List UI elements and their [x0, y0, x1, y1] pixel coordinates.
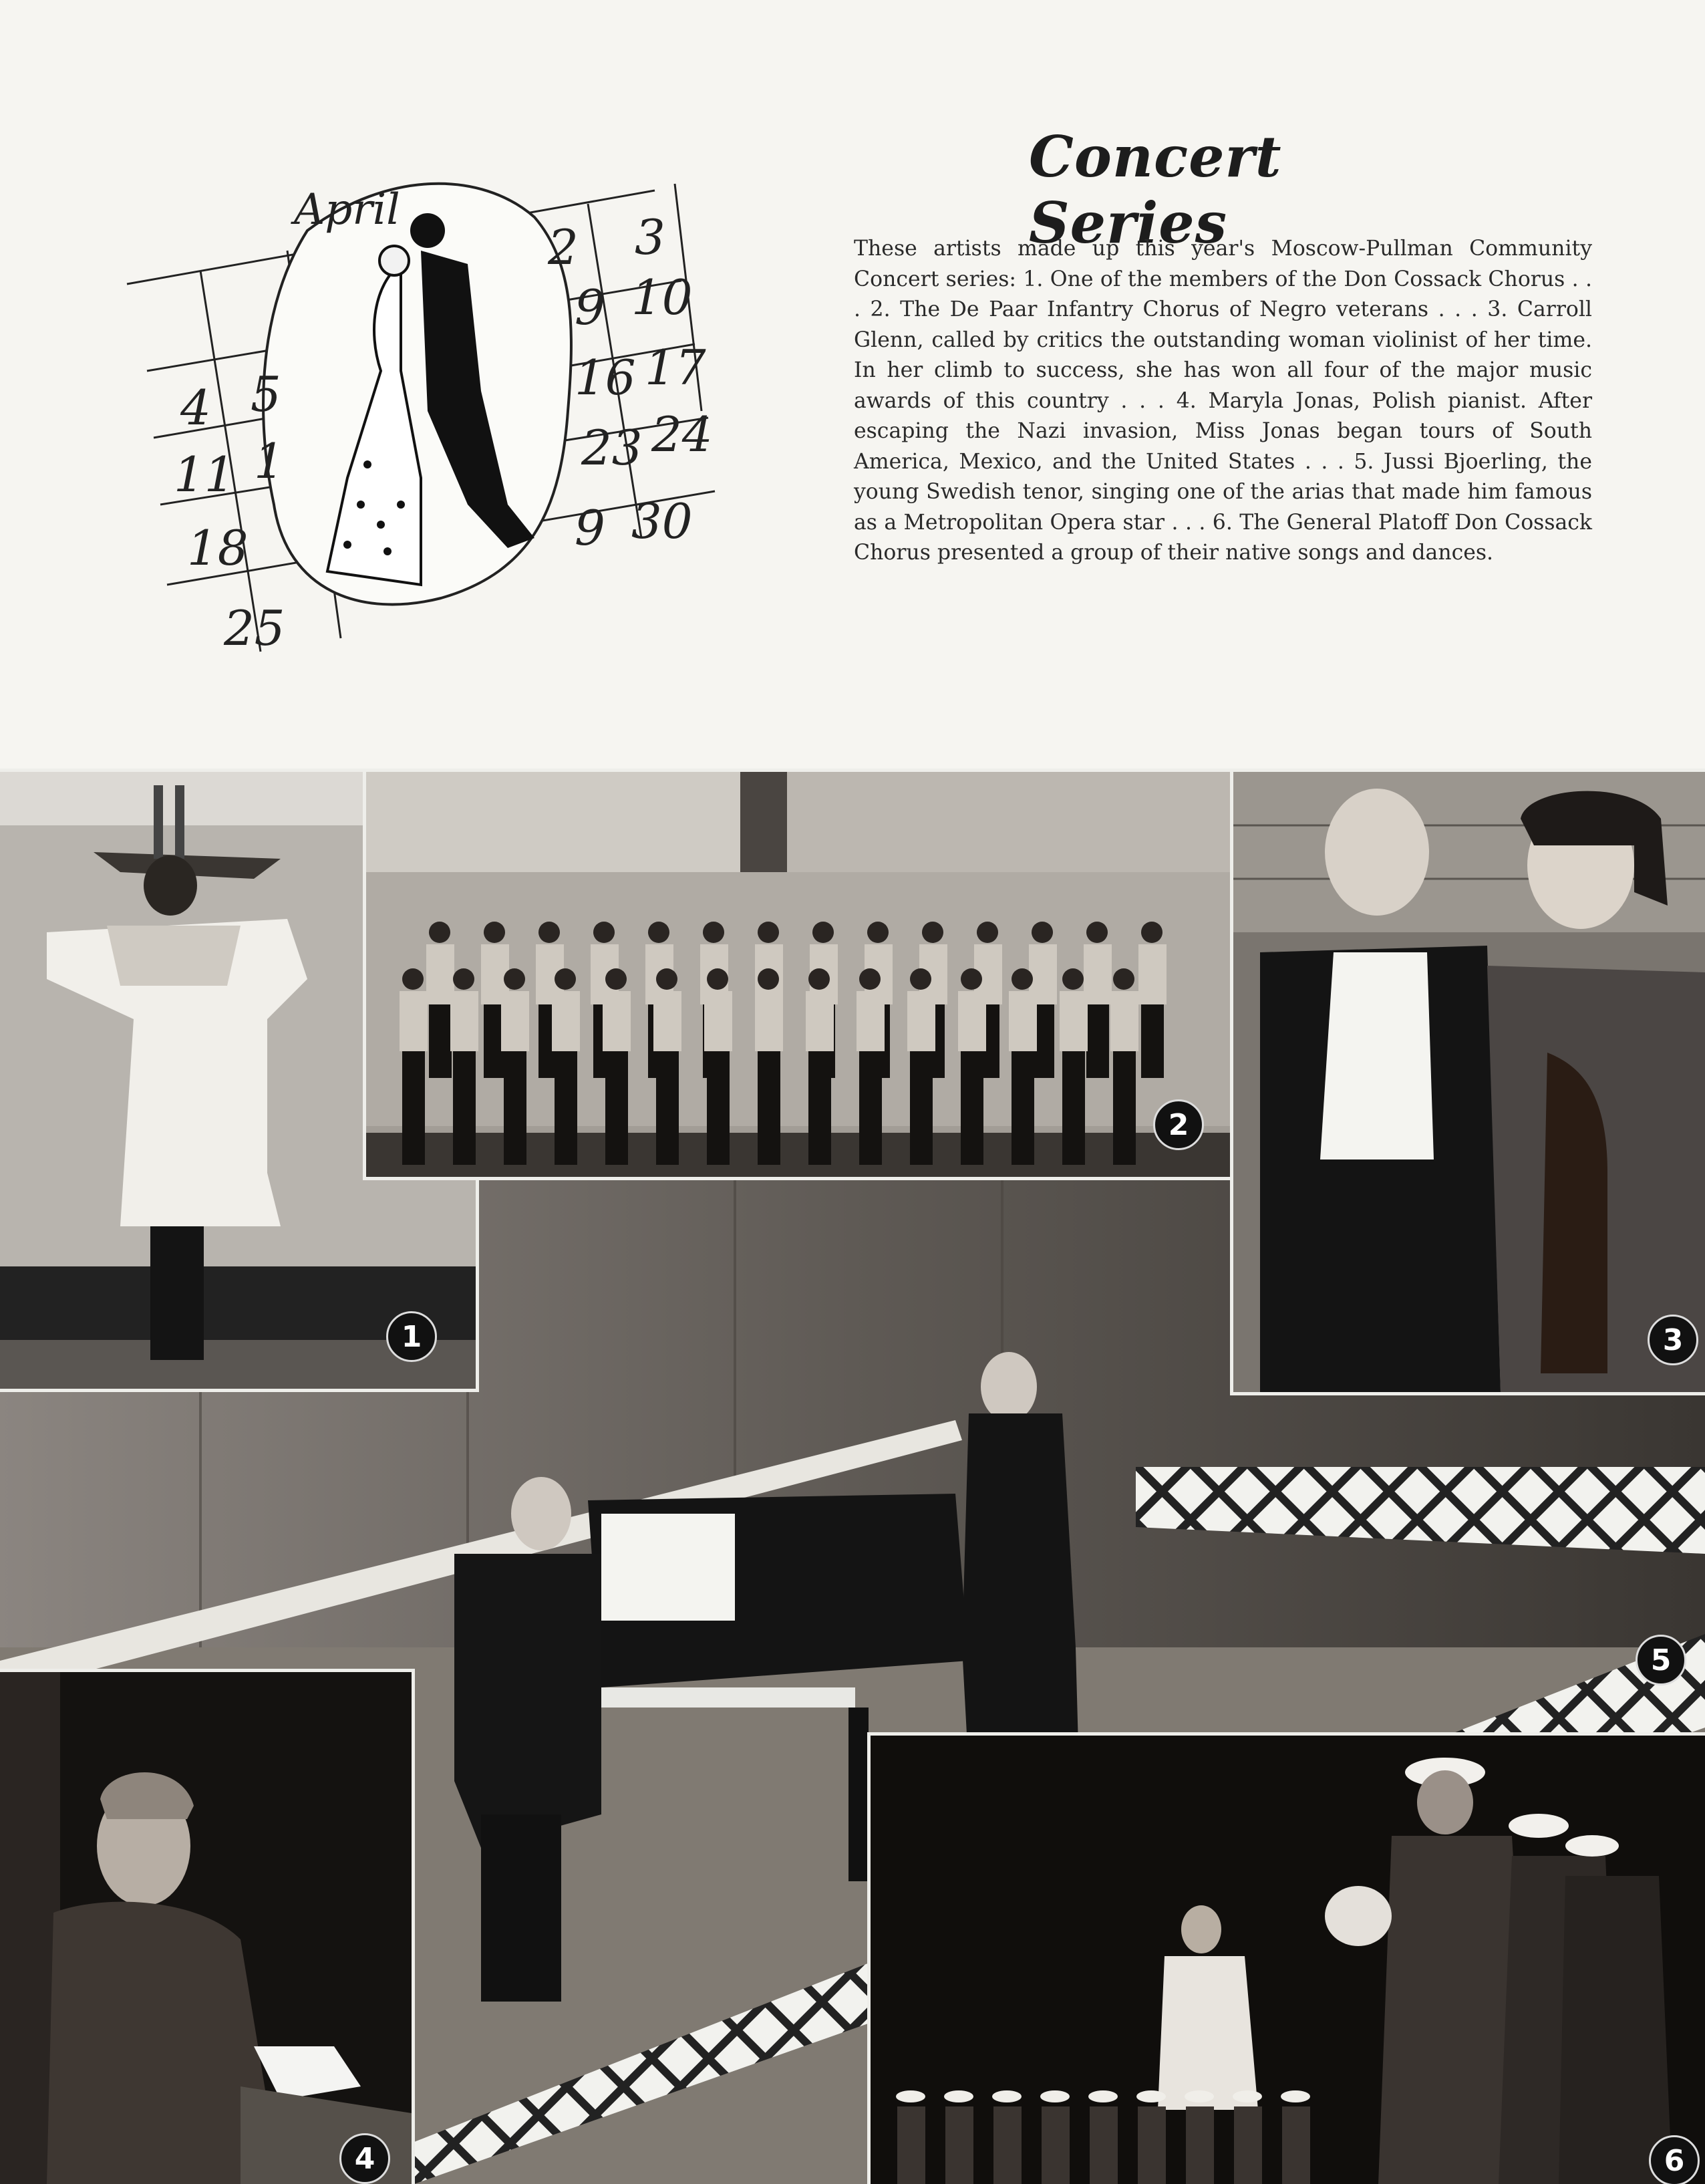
chorus-singer	[1110, 968, 1138, 1165]
chorus-singer	[501, 968, 529, 1165]
chorus-singer	[603, 968, 631, 1165]
svg-text:9: 9	[575, 500, 605, 556]
svg-text:25: 25	[224, 600, 285, 656]
photo-number-badge: 1	[386, 1311, 437, 1362]
calendar-month-label: April	[294, 185, 400, 235]
chorus-singer	[907, 968, 935, 1165]
svg-text:30: 30	[631, 493, 693, 549]
page-title: Concert Series	[1029, 124, 1282, 256]
chorus-singer	[400, 968, 428, 1165]
svg-text:17: 17	[645, 339, 706, 396]
svg-text:2: 2	[548, 219, 579, 275]
photo-number-badge: 2	[1153, 1099, 1204, 1150]
svg-text:24: 24	[651, 406, 713, 462]
svg-text:11: 11	[174, 446, 235, 503]
photo-number-badge: 3	[1648, 1315, 1698, 1365]
photo-2-infantry-chorus	[366, 772, 1233, 1177]
intro-paragraph: These artists made up this year's Moscow-Pullman Community Concert series: 1. One of the members of the Don Cossack Chorus . . . 2. The De Paar Infantry Chorus of Negro veterans . . . 3. Carroll Glenn, called by critics the outstanding woman violinist of her time. In her climb to success, she has won all four of the major music awards of this country . . . 4. Maryla Jonas, Polish pianist. After escaping the Nazi invasion, Miss Jonas began tours of South America, Mexico, and the United States . . . 5. Jussi Bjoerling, the young Swedish tenor, singing one of the arias that made him famous as a Metropolitan Opera star . . . 6. The General Platoff Don Cossack Chorus presented a group of their native songs and dances.	[854, 237, 1592, 565]
chorus-singer	[653, 968, 681, 1165]
chorus-singer	[1084, 922, 1112, 1078]
svg-text:3: 3	[635, 209, 665, 265]
chorus-singer	[1060, 968, 1088, 1165]
svg-text:1: 1	[254, 433, 285, 489]
chorus-singer	[704, 968, 732, 1165]
photo-4-maryla-jonas	[0, 1672, 412, 2184]
chorus-singer	[1009, 968, 1037, 1165]
svg-text:16: 16	[575, 350, 636, 406]
chorus-singer	[806, 968, 834, 1165]
chorus-singer	[450, 968, 478, 1165]
chorus-singer	[552, 968, 580, 1165]
chorus-singer	[755, 968, 783, 1165]
chorus-singer	[958, 968, 986, 1165]
svg-text:5: 5	[251, 366, 281, 422]
svg-text:10: 10	[631, 269, 693, 325]
svg-text:23: 23	[581, 420, 643, 476]
april-calendar-illustration	[107, 130, 775, 665]
svg-text:9: 9	[575, 279, 605, 335]
svg-text:18: 18	[187, 520, 249, 576]
photo-number-badge: 4	[339, 2133, 390, 2184]
svg-text:4: 4	[180, 380, 211, 436]
photo-6-cossack-chorus	[871, 1736, 1705, 2184]
chorus-singer	[1138, 922, 1167, 1078]
chorus-singer	[857, 968, 885, 1165]
chorus-singer	[426, 922, 454, 1078]
photo-3-carroll-glenn	[1233, 772, 1705, 1392]
photo-number-badge: 6	[1649, 2135, 1700, 2184]
photo-number-badge: 5	[1636, 1635, 1686, 1685]
